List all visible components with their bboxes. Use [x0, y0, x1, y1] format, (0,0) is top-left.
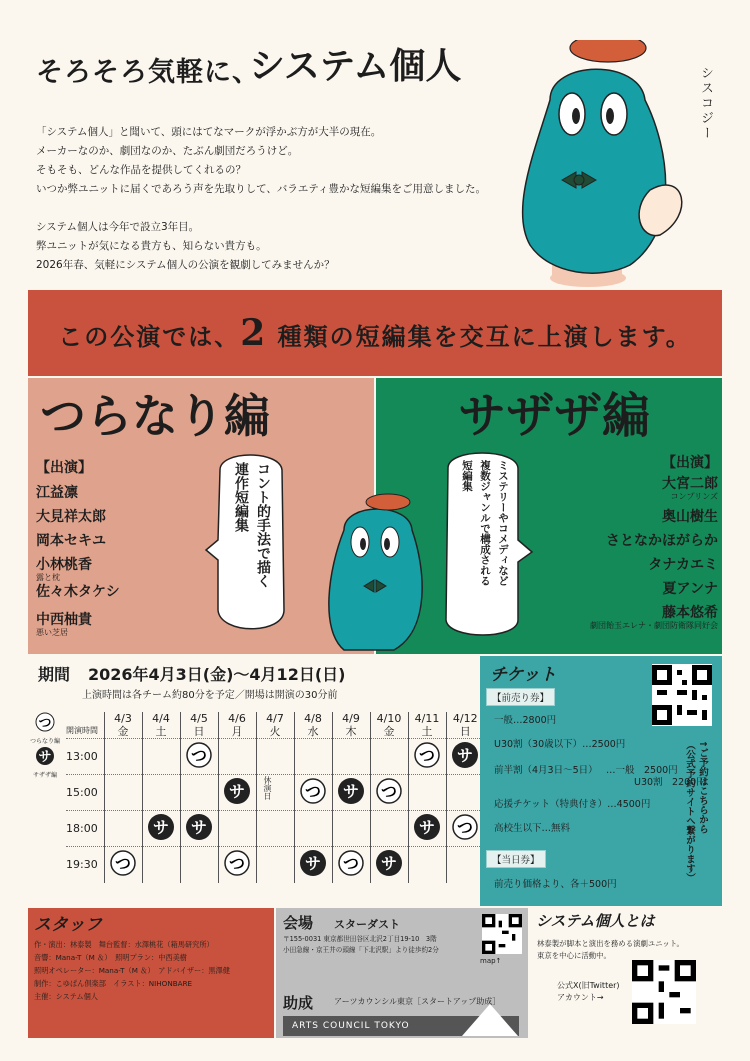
staff-list — [34, 938, 230, 1003]
sazaza-logo — [458, 388, 714, 440]
price-support: 応援チケット（特典付き）…4500円 — [494, 799, 651, 810]
intro-line: そもそも、どんな作品を提供してくれるの？ — [36, 164, 246, 176]
map-label: map↑ — [480, 957, 502, 965]
show-sazaza — [142, 811, 180, 847]
legend-sazaza — [30, 746, 60, 779]
day-of-week: 土 — [421, 725, 433, 738]
price-u30: U30割（30歳以下）…2500円 — [494, 739, 626, 750]
description-line: 複数ジャンルで構成される — [479, 460, 491, 586]
qr-icon — [652, 664, 712, 726]
reserve-note — [683, 740, 709, 883]
legend-label: つらなり編 — [30, 738, 61, 745]
cast-name: 藤本悠希 — [662, 605, 718, 621]
intro-line: 「システム個人」と聞いて、頭にはてなマークが浮かぶ方が大半の現在。 — [36, 126, 382, 138]
venue-title: 会場 — [283, 914, 314, 932]
banner-number: 2 — [240, 312, 268, 354]
closed-cell — [256, 811, 294, 847]
show-tsuranari — [332, 847, 370, 883]
day-date: 4/7 — [266, 712, 284, 725]
day-date: 4/3 — [114, 712, 132, 725]
legend-label: サザザ編 — [32, 772, 57, 779]
arts-council-text: ARTS COUNCIL TOKYO — [292, 1021, 410, 1031]
empty-cell — [142, 775, 180, 811]
reserve-note-line: （公式予約サイトへ繋がります） — [684, 740, 695, 883]
map-qr-code[interactable] — [482, 914, 522, 954]
closed-cell — [256, 739, 294, 775]
svg-text:つ: つ — [342, 853, 360, 873]
empty-cell — [294, 811, 332, 847]
cast-name: さとなかほがらか — [606, 533, 718, 549]
tsuranari-mark-icon — [376, 778, 402, 804]
day-header — [332, 712, 370, 739]
tsuranari-logo — [40, 388, 280, 440]
staff-line: 制作：こゆぱん倶楽部 イラスト：NIHONBARE — [34, 979, 193, 988]
day-header — [370, 712, 408, 739]
svg-text:サ: サ — [418, 817, 436, 837]
qr-icon — [482, 914, 522, 954]
tsuranari-mark-icon — [338, 850, 364, 876]
schedule-row — [66, 775, 484, 811]
venue-name: スターダスト — [334, 918, 400, 931]
empty-cell — [446, 847, 484, 883]
empty-cell — [332, 739, 370, 775]
staff-title: スタッフ — [34, 915, 102, 935]
intro-line: メーカーなのか、劇団なのか、たぶん劇団だろうけど。 — [36, 145, 299, 157]
day-of-week: 日 — [193, 725, 205, 738]
about-line: 東京を中心に活動中。 — [537, 951, 611, 960]
mascot-small-illustration — [314, 490, 434, 654]
day-of-week: 木 — [345, 725, 357, 738]
sazaza-mark-icon — [299, 849, 327, 877]
empty-cell — [142, 739, 180, 775]
description-line: 連作短編集 — [233, 462, 249, 532]
show-sazaza — [180, 811, 218, 847]
time-label: 13:00 — [66, 739, 104, 775]
about-text — [537, 938, 684, 962]
svg-text:サ: サ — [190, 817, 208, 837]
day-of-week: 月 — [231, 725, 243, 738]
show-sazaza — [294, 847, 332, 883]
svg-text:つ: つ — [228, 853, 246, 873]
character-name: シスコジー — [698, 66, 713, 141]
day-date: 4/4 — [152, 712, 170, 725]
tsuranari-mark-icon — [414, 742, 440, 768]
intro-line: 弊ユニットが気になる貴方も、知らない貴方も。 — [36, 240, 267, 252]
day-date: 4/10 — [376, 712, 402, 725]
description-line: コント的手法で描く — [255, 462, 271, 588]
svg-text:サ: サ — [38, 750, 52, 765]
description-line: ミステリーやコメディなど — [497, 460, 509, 586]
time-column-header: 開演時間 — [66, 726, 98, 735]
show-tsuranari — [370, 775, 408, 811]
svg-text:サザザ編: サザザ編 — [458, 388, 651, 440]
empty-cell — [104, 811, 142, 847]
day-date: 4/9 — [342, 712, 360, 725]
day-of-week: 土 — [155, 725, 167, 738]
day-of-week: 日 — [459, 725, 471, 738]
day-of-week: 金 — [117, 725, 129, 738]
svg-text:つ: つ — [304, 781, 322, 801]
sazaza-mark-icon — [451, 741, 479, 769]
system-kojin-logo — [245, 40, 481, 88]
empty-cell — [218, 811, 256, 847]
day-of-week: 金 — [383, 725, 395, 738]
tsuranari-mark-icon — [300, 778, 326, 804]
tsuranari-mark-icon — [35, 712, 55, 732]
svg-text:つ: つ — [418, 745, 436, 765]
svg-text:サ: サ — [457, 745, 474, 765]
x-arrow-label: アカウント→ — [557, 993, 604, 1002]
svg-text:つらなり編: つらなり編 — [40, 389, 270, 440]
empty-cell — [446, 775, 484, 811]
sazaza-description — [458, 460, 512, 586]
sazaza-cast — [540, 452, 718, 630]
day-header — [218, 712, 256, 739]
sazaza-mark-icon — [147, 813, 175, 841]
period-note: 上演時間は各チーム約80分を予定／開場は開演の30分前 — [82, 690, 338, 701]
schedule-header-row — [66, 712, 484, 739]
cast-name: 小林桃香 — [36, 557, 92, 573]
empty-cell — [180, 847, 218, 883]
show-sazaza — [332, 775, 370, 811]
cast-name: 大見祥太郎 — [36, 509, 106, 525]
tickets-title: チケット — [490, 665, 557, 685]
tsuranari-mark-icon — [452, 814, 478, 840]
x-label: 公式X(旧Twitter) — [557, 981, 620, 990]
cast-heading: 【出演】 — [36, 460, 92, 476]
staff-line: 音響：Mana-T（M ＆） 照明プラン：中西美樹 — [34, 953, 187, 962]
tsuranari-mark-icon — [186, 742, 212, 768]
time-label: 19:30 — [66, 847, 104, 883]
day-date: 4/5 — [190, 712, 208, 725]
about-title: システム個人とは — [536, 912, 655, 930]
show-sazaza — [218, 775, 256, 811]
show-tsuranari — [408, 739, 446, 775]
day-date: 4/11 — [414, 712, 440, 725]
reserve-note-line: ↑ご予約はこちらから — [697, 740, 708, 834]
cast-affiliation: コンプリンズ — [670, 492, 718, 501]
intro-line: システム個人は今年で設立3年目。 — [36, 221, 200, 233]
schedule-table — [66, 712, 484, 883]
period-dates: 2026年4月3日(金)〜4月12日(日) — [88, 665, 346, 684]
sazaza-mark-icon — [35, 746, 55, 766]
cast-name: タナカエミ — [648, 557, 718, 573]
day-date: 4/6 — [228, 712, 246, 725]
schedule-row — [66, 847, 484, 883]
svg-text:サ: サ — [152, 817, 170, 837]
day-header — [180, 712, 218, 739]
day-header — [104, 712, 142, 739]
cast-affiliation: 悪い芝居 — [36, 628, 68, 637]
sazaza-mark-icon — [337, 777, 365, 805]
grant-title: 助成 — [283, 994, 314, 1012]
tsuranari-mark-icon — [110, 850, 136, 876]
price-hs: 高校生以下…無料 — [494, 823, 571, 834]
banner-pre: この公演では、 — [58, 323, 241, 351]
svg-text:サ: サ — [228, 781, 246, 801]
svg-text:つ: つ — [380, 781, 398, 801]
address-line: 小田急線・京王井の頭線「下北沢駅」より徒歩約2分 — [283, 946, 439, 954]
cast-affiliation: 劇団飴玉エレナ・劇団防衛隊同好会 — [590, 621, 718, 630]
day-date: 4/12 — [452, 712, 478, 725]
empty-cell — [104, 775, 142, 811]
ticket-qr-code[interactable] — [652, 664, 712, 726]
day-header — [256, 712, 294, 739]
cast-affiliation: 露と枕 — [36, 573, 60, 582]
day-header — [408, 712, 446, 739]
x-qr-code[interactable] — [632, 960, 696, 1024]
venue-address — [283, 934, 439, 956]
empty-cell — [370, 811, 408, 847]
schedule-row — [66, 811, 484, 847]
empty-cell — [294, 739, 332, 775]
day-header — [142, 712, 180, 739]
tsuranari-description — [230, 462, 274, 588]
address-line: 〒155-0031 東京都世田谷区北沢2丁目19-10 3階 — [283, 935, 437, 943]
qr-icon — [632, 960, 696, 1024]
show-sazaza — [408, 811, 446, 847]
show-sazaza — [446, 739, 484, 775]
show-tsuranari — [180, 739, 218, 775]
show-tsuranari — [446, 811, 484, 847]
presale-label: 【前売り券】 — [486, 688, 555, 706]
door-label: 【当日券】 — [486, 850, 546, 868]
early-label: 前半割（4月3日〜5日） — [494, 765, 598, 776]
show-tsuranari — [294, 775, 332, 811]
day-header — [294, 712, 332, 739]
early-u30: U30割 2200円 — [634, 777, 706, 788]
intro-line: いつか弊ユニットに届くであろう声を先取りして、バラエティ豊かな短編集をご用意しました。 — [36, 183, 487, 195]
day-of-week: 火 — [269, 725, 281, 738]
tsuranari-mark-icon — [224, 850, 250, 876]
cast-name: 中西柚貴 — [36, 612, 92, 628]
arts-council-mark-icon — [460, 1002, 520, 1036]
empty-cell — [180, 775, 218, 811]
sazaza-mark-icon — [185, 813, 213, 841]
empty-cell — [332, 811, 370, 847]
time-label: 15:00 — [66, 775, 104, 811]
schedule-table-wrap — [66, 712, 484, 883]
cast-name: 佐々木タケシ — [36, 584, 120, 600]
empty-cell — [408, 775, 446, 811]
sazaza-mark-icon — [223, 777, 251, 805]
price-general: 一般…2800円 — [494, 715, 557, 726]
tsuranari-cast — [36, 457, 176, 637]
sazaza-mark-icon — [375, 849, 403, 877]
sazaza-mark-icon — [413, 813, 441, 841]
cast-name: 夏アンナ — [662, 581, 718, 597]
grant-name: アーツカウンシル東京［スタートアップ助成］ — [334, 997, 501, 1006]
cast-name: 奥山樹生 — [662, 509, 718, 525]
show-sazaza — [370, 847, 408, 883]
staff-line: 主催：システム個人 — [34, 992, 98, 1001]
cast-name: 江益凛 — [36, 485, 78, 501]
empty-cell — [218, 739, 256, 775]
period-label: 期間 — [38, 665, 71, 684]
early-general: …一般 2500円 — [606, 765, 678, 776]
empty-cell — [408, 847, 446, 883]
show-tsuranari — [104, 847, 142, 883]
banner-text — [28, 312, 722, 354]
x-account-link[interactable] — [557, 980, 620, 1004]
page-headline: そろそろ気軽に、 — [36, 57, 260, 88]
mascot-illustration — [510, 40, 700, 290]
closed-cell — [256, 847, 294, 883]
closed-day-label: 休演日 — [263, 776, 272, 800]
description-line: 短編集 — [461, 460, 473, 492]
time-label: 18:00 — [66, 811, 104, 847]
day-of-week: 水 — [307, 725, 319, 738]
svg-text:つ: つ — [114, 853, 132, 873]
door-price: 前売り価格より、各＋500円 — [494, 879, 617, 890]
day-date: 4/8 — [304, 712, 322, 725]
cast-name: 大宮二郎 — [662, 476, 718, 492]
svg-text:つ: つ — [38, 716, 52, 731]
svg-text:つ: つ — [457, 817, 474, 837]
day-header — [446, 712, 484, 739]
banner-post: 種類の短編集を交互に上演します。 — [267, 323, 692, 351]
svg-text:つ: つ — [190, 745, 208, 765]
legend-tsuranari — [30, 712, 60, 745]
svg-text:システム個人: システム個人 — [249, 46, 462, 87]
svg-text:サ: サ — [342, 781, 360, 801]
empty-cell — [104, 739, 142, 775]
cast-heading: 【出演】 — [662, 455, 718, 471]
intro-line: 2026年春、気軽にシステム個人の公演を観劇してみませんか？ — [36, 259, 335, 271]
staff-line: 照明オペレーター：Mana-T（M ＆） アドバイザー：黒澤健 — [34, 966, 230, 975]
svg-text:サ: サ — [304, 853, 322, 873]
empty-cell — [142, 847, 180, 883]
schedule-row — [66, 739, 484, 775]
show-tsuranari — [218, 847, 256, 883]
cast-name: 岡本セキユ — [36, 533, 106, 549]
staff-line: 作・演出：林泰製 舞台監督：水澤桃花（箱馬研究所） — [34, 940, 214, 949]
empty-cell — [370, 739, 408, 775]
about-line: 林泰製が脚本と演出を務める演劇ユニット。 — [537, 939, 684, 948]
svg-text:サ: サ — [380, 853, 398, 873]
intro-text — [36, 123, 506, 275]
